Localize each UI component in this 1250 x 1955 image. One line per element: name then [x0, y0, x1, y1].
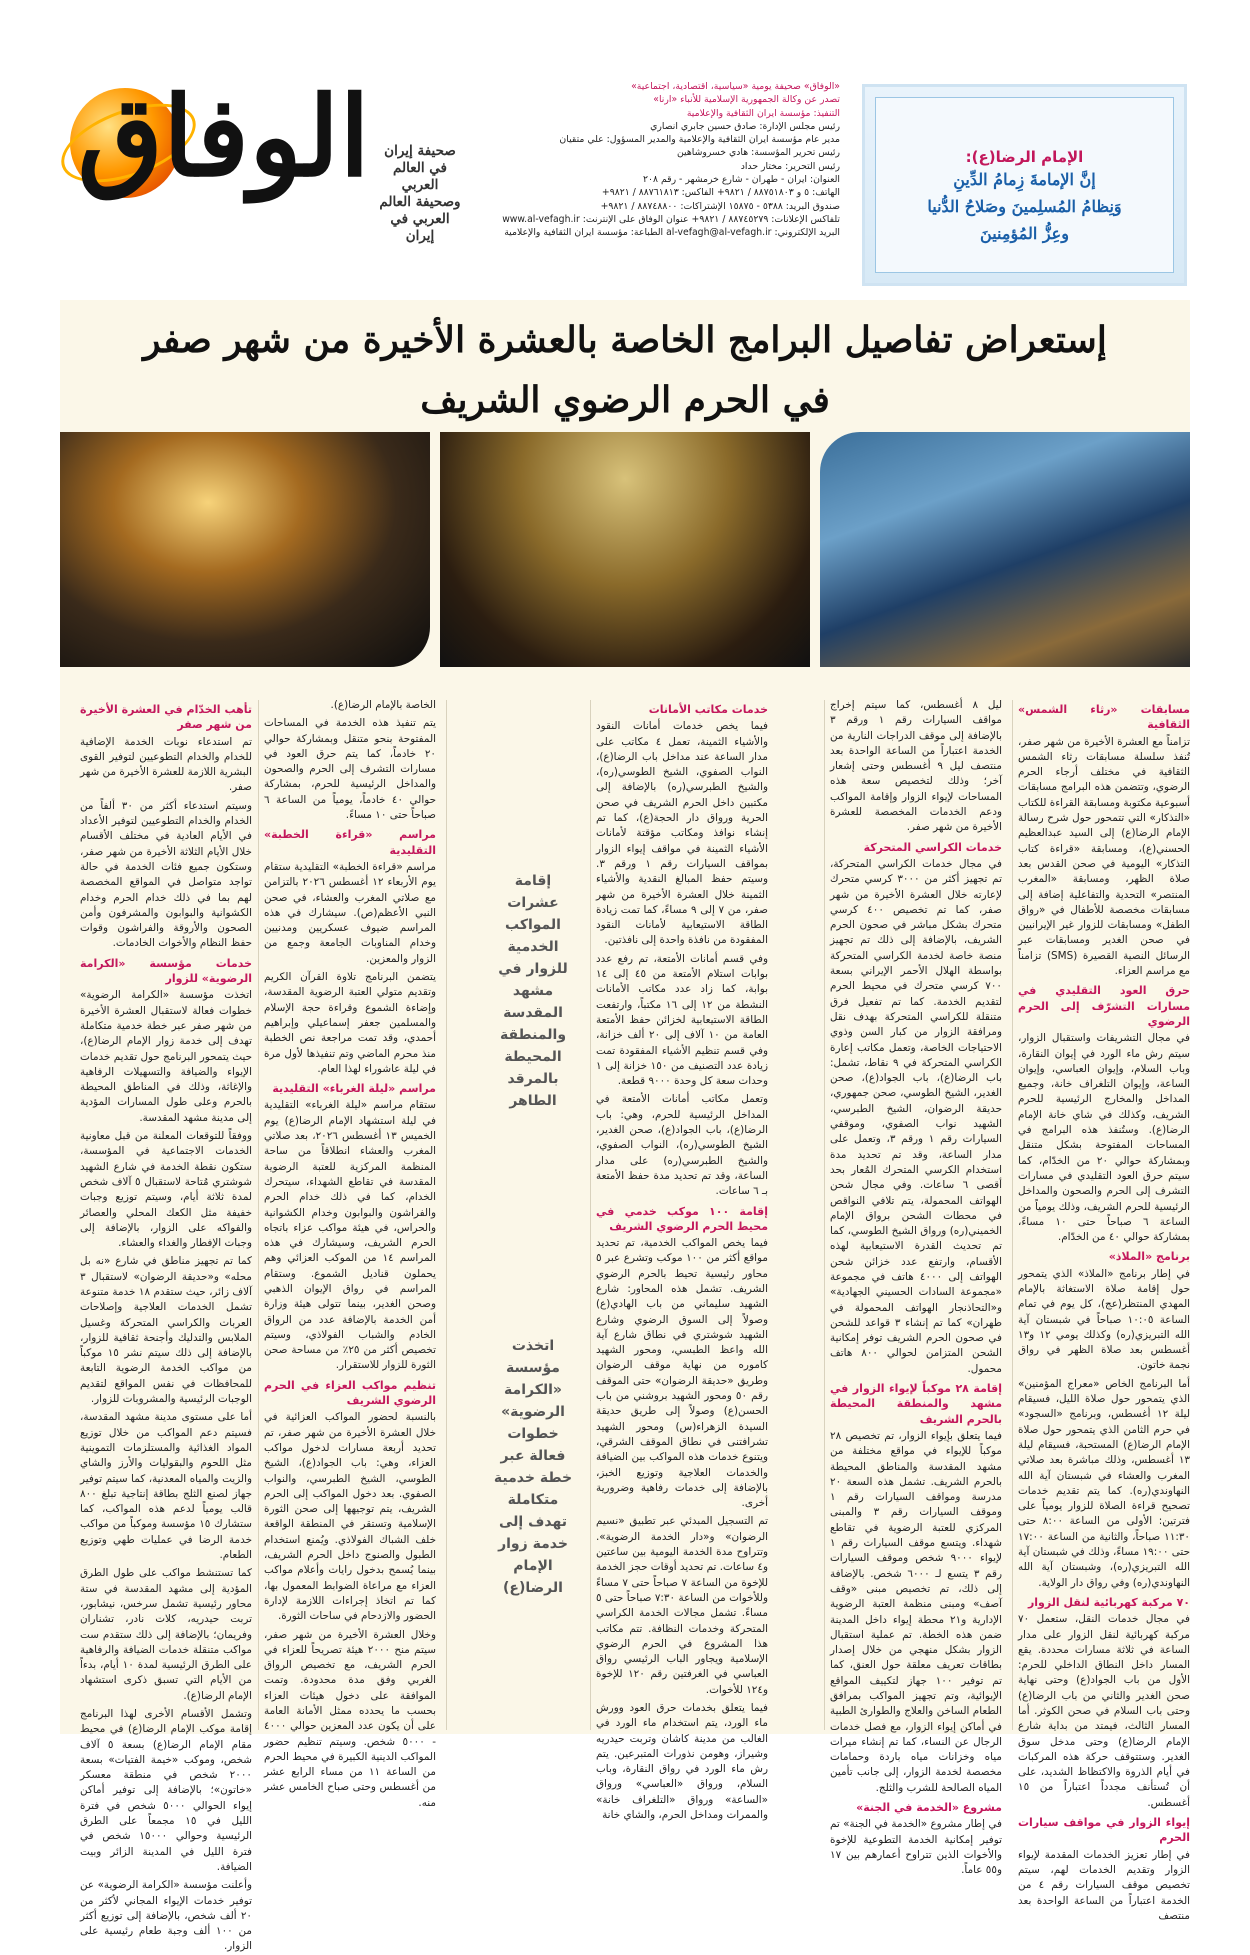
paragraph: وأعلنت مؤسسة «الكرامة الرضوية» عن توفير خدمات الإيواء المجاني لأكثر من ٢٠ ألف شخص، بالإضافة إلى توزيع أكثر من ١٠٠ ألف وجبة طعام رئيسية على الزوار. — [80, 1879, 252, 1953]
paragraph: في مجال التشريفات واستقبال الزوار، سيتم رش ماء الورد في إيوان النقارة، وباب السلام، وإيوان العباسي، وإيوان الساعة، وإيوان التلغراف خانة، وجميع المداخل والمخارج الرئيسية للحرم الشريف، وكذلك في شاي خانة الإمام الرضا(ع). وستُنفذ هذه البرامج في المساحات المفتوحة بشكل متنقل وبمشاركة حوالي ٢٠ من الخدّام، كما سيتم حرق العود التقليدي في مسارات التشرف إلى الحرم والصحون والمداخل الرئيسية للحرم الشريف، وذلك يومياً من الساعة ٦ صباحاً حتى ١٠ مساءً، بمشاركة حوالي ٤٠ من الخدّام. — [1018, 1032, 1191, 1244]
headline — [60, 310, 1190, 430]
paragraph: يتم تنفيذ هذه الخدمة في المساحات المفتوحة بنحو متنقل وبمشاركة حوالي ٢٠ خادماً، كما يتم حرق العود في مسارات التشرف إلى الحرم والصحون والمداخل الرئيسية للحرم، بمشاركة حوالي ٤٠ خادماً، يومياً من الساعة ٦ صباحاً حتى ١٠ مساءً. — [264, 717, 436, 822]
paragraph: أما البرنامج الخاص «معراج المؤمنين» الذي يتمحور حول صلاة الليل، فسيقام ليلة ١٢ أغسطس، وبرنامج «السجود» في حرم الثامن الذي يتمحور حول صلاة الإمام الرضا(ع) المستحبة، فسيقام ليلة ١٣ أغسطس، وذلك مباشرة بعد صلاتي المغرب والعشاء في شبستان آية الله النهاوندي(ره). كما يتم تقديم خدمات تصحيح قراءة الصلاة للزوار يومياً على فترتين: الأولى من الساعة ٨:٠٠ حتى ١١:٣٠ صباحاً، والثانية من الساعة ١٧:٠٠ حتى ١٩:٠٠ مساءً، وذلك في شبستان آية الله التبريزي(ره)، وشبستان آية الله النهاوندي(ره) وفي رواق دار الولاية. — [1018, 1377, 1190, 1589]
info-line: رئيس مجلس الإدارة: صادق حسين جابري انصاري — [650, 120, 840, 132]
info-line: تلفاكس الإعلانات: ٨٨٧٤٥٢٧٩ / ٩٨٢١+ عنوان الوفاق على الإنترنت: www.al-vefagh.ir — [502, 213, 840, 225]
column-rule — [258, 700, 259, 1730]
paragraph: مراسم «قراءة الخطبة» التقليدية ستقام يوم الأربعاء ١٢ أغسطس ٢٠٢٦ بالتزامن مع صلاتي المغرب والعشاء، في صحن النبي الأعظم(ص). سيشارك في هذه المراسم ضيوف عسكريين ومدنيين وخدام المناوبات الجامعة وجمع من الزوار والمعزين. — [264, 860, 436, 965]
subheading: خدمات مؤسسة «الكرامة الرضوية» للزوار — [80, 956, 252, 986]
masthead-slogan — [375, 143, 465, 245]
article-column-2 — [830, 698, 1003, 1877]
logo-text: الوفاق — [77, 72, 370, 201]
paragraph: فيما يخص خدمات أمانات النقود والأشياء الثمينة، تعمل ٤ مكاتب على مدار الساعة عند مداخل باب الرضا(ع)، النواب الصفوي، الشيخ الطوسي(ره)، والشيخ الطبرسي(ره) بالإضافة إلى مكتبين داخل الحرم الشريف في صحن الحرية ورواق دار الحجة(ع)، كما تم إنشاء نوافذ ومكاتب مؤقتة لأمانات الأشياء الثمينة في مواقف إيواء الزوار بمواقف السيارات رقم ١ ورقم ٣. وسيتم حفظ المبالغ النقدية والأشياء الثمينة خلال العشرة الأخيرة من شهر صفر، من ٧ إلى ٩ مساءً، كما تمت زيادة الطاقة الاستيعابية لأمانات النقود المفقودة من نافذة واحدة إلى نافذتين. — [596, 720, 768, 947]
hadith-title: الإمام الرضا(ع): — [965, 148, 1084, 166]
column-rule — [590, 700, 591, 1730]
photo-shrine-night — [60, 432, 430, 667]
slogan-line: في العالم العربي — [393, 160, 447, 193]
masthead-logo — [70, 72, 370, 260]
info-line: رئيس التحرير: مختار حداد — [740, 160, 840, 172]
paragraph: في مجال خدمات النقل، ستعمل ٧٠ مركبة كهربائية لنقل الزوار على مدار الساعة في ثلاثة مسارات محددة. يقع المسار داخل النطاق الداخلي للحرم: الأول من باب الجواد(ع) وحتى نهاية صحن الغدير والثاني من باب الرضا(ع) وحتى باب السلام في صحن الكوثر. أما المسار الثالث، فيمتد من بداية شارع الإمام الرضا(ع) وحتى مدخل سوق الغدير. وستتوقف حركة هذه المركبات في أيام الذروة والاكتظاظ الشديد، على أن تُستأنف مجدداً اعتباراً من ١٥ أغسطس. — [1018, 1613, 1190, 1809]
paragraph: فيما يتعلق بخدمات حرق العود وورش ماء الورد، يتم استخدام ماء الورد في الغالب من مدينة كاشان وتربت حيدريه وشيراز، وهومن نذورات المتبرعين. يتم رش ماء الورد في رواق النقارة، وباب السلام، ورواق «العباسي» ورواق «الساعة» ورواق «التلغراف خانة» والممرات ومداخل الحرم، والشاي خانة — [596, 1702, 768, 1822]
paragraph: في إطار مشروع «الخدمة في الجنة» تم توفير إمكانية الخدمة التطوعية للإخوة والأخوات الذين تتراوح أعمارهم بين ١٧ و٥٥ عاماً. — [830, 1818, 1002, 1877]
subheading: مراسم «قراءة الخطبة» التقليدية — [264, 828, 436, 857]
hadith-line: وَنِظامُ المُسلِمينَ وصَلاحُ الدُّنيا — [927, 197, 1122, 216]
paragraph: ليل ٨ أغسطس، كما سيتم إخراج مواقف السيارات رقم ١ ورقم ٣ بالإضافة إلى موقف الدراجات النارية من الخدمة اعتباراً من الساعة الواحدة بعد منتصف ليل ٩ أغسطس وحتى إشعار آخر؛ وذلك لتخصيص سعة هذه المساحات لإيواء الزوار وإقامة المواكب ودعم الخدمات المخصصة للعشرة الأخيرة من شهر صفر. — [830, 699, 1002, 834]
info-line: مدير عام مؤسسة ايران الثقافية والإعلامية والمدير المسؤول: علي متقيان — [559, 134, 840, 146]
column-rule — [446, 700, 447, 1730]
info-line: «الوفاق» صحيفة يومية «سياسية، اقتصادية، اجتماعية» — [631, 81, 840, 92]
column-rule — [824, 700, 825, 1730]
info-line: الهاتف: ٥ و ٨٨٧٥١٨٠٣ / ٩٨٢١+ الفاكس: ٨٨٧٦١٨١٣ / ٩٨٢١+ — [601, 187, 840, 199]
article-column-3 — [595, 698, 769, 1822]
paragraph: بالنسبة لحضور المواكب العزائية في خلال العشرة الأخيرة من شهر صفر، تم تحديد أربعة مسارات لدخول مواكب العزاء، وهي: باب الجواد(ع)، الشيخ الطوسي، الشيخ الطبرسي، والنواب الصفوي. بعد دخول المواكب إلى الحرم الشريف، يتم توجيهها إلى صحن الثورة الإسلامية وتستقر في المنطقة الواقعة خلف الشباك الفولاذي. ويُمنع استخدام الطبول والصنوج داخل الحرم الشريف، بينما يُسمح بدخول رايات وأعلام مواكب العزاء مع مراعاة الضوابط المعمول بها، كما تم اتخاذ إجراءات اللازمة لإدارة الحضور والازدحام في ساحات الثورة. — [264, 1411, 436, 1623]
info-line: البريد الإلكتروني: al-vefagh@al-vefagh.ir الطباعة: مؤسسة ايران الثقافية والإعلامية — [504, 227, 840, 239]
subheading: خدمات مكاتب الأمانات — [648, 703, 768, 716]
subheading: إقامة ٢٨ موكباً لإيواء الزوار في مشهد والمنطقة المحيطة بالحرم الشريف — [830, 1382, 1002, 1426]
article-column-1 — [1018, 698, 1191, 1922]
hadith-box — [862, 84, 1187, 286]
subheading: ٧٠ مركبة كهربائية لنقل الزوار — [1027, 1595, 1190, 1609]
paragraph: ستقام مراسم «ليلة الغرباء» التقليدية في ليلة استشهاد الإمام الرضا(ع) يوم الخميس ١٣ أغسطس ٢٠٢٦، بعد صلاتي المغرب والعشاء انطلاقاً من ساحة المنظمة المركزية للعتبة الرضوية المقدسة في تقاطع الشهداء، سيتحرك الخدام، كما في ذلك خدام الحرم والفراشون والبوابون وخدام الكشوانية والحراس، في هيئة مواكب عزاء باتجاه الحرم الشريف، وسيشارك في هذه المراسم ١٤ من الموكب العزائي وهم يحملون قناديل الشموع. وستقام المراسم في رواق الإيوان الذهبي وصحن الغدير، بينما تتولى هيئة وزارة أمن الخدمة بالإضافة عدد من الرواق الخادم والشباب الفولاذي، وسيتم تخصيص أكثر من ٢٥٪ من مساحة صحن الثورة للزوار للاستقرار. — [264, 1099, 437, 1372]
info-line: صندوق البريد: ٥٣٨٨ - ١٥٨٧٥ الإشتراكات: ٨٨٧٤٨٨٠٠ / ٩٨٢١+ — [600, 200, 840, 212]
info-line: العنوان: ايران - طهران - شارع خرمشهر - رقم ٢٠٨ — [643, 174, 840, 186]
paragraph: يتضمن البرنامج تلاوة القرآن الكريم وتقديم متولي العتبة الرضوية المقدسة، وإضاءة الشموع وقراءة حجة الإسلام والمسلمين جعفر إسماعيلي وإبراهيم أحمدي، وقد تمت مراجعة نص الخطبة منذ محرم الماضي وتم تنفيذها لأول مرة في ليلة عاشوراء لهذا العام. — [264, 971, 436, 1075]
info-line: تصدر عن وكالة الجمهورية الإسلامية للأنباء «ارنا» — [653, 94, 840, 106]
paragraph: تزامناً مع العشرة الأخيرة من شهر صفر، تُنفذ سلسلة مسابقات رثاء الشمس الثقافية في مختلف أرجاء الحرم الرضوي، وتتضمن هذه البرامج مسابقات أسبوعية مكتوبة ومسابقة القراءة للكتاب «التذكار» التي تتمحور حول شرح رسالة الإمام الرضا(ع) إلى السيد عبدالعظيم الحسني(ع)، ومسابقة «قراءة كتاب التذكار» اليومية في صحن القدس بعد صلاة الظهر، ومسابقة «المغرب المنتصر» التحدية والتفاعلية إضافة إلى مسابقات مخصصة للأطفال في «رواق الطفل» ومسابقات للزوار غير الإيرانيين في صحن الغدير ومسابقات عبر الرسائل النصية القصيرة (SMS) تزامناً مع مراسم العزاء. — [1018, 735, 1190, 978]
info-line: التنفيذ: مؤسسة ايران الثقافية والإعلامية — [686, 107, 840, 119]
subheading: إقامة ١٠٠ موكب خدمي في محيط الحرم الرضوي الشريف — [596, 1204, 768, 1233]
paragraph: وسيتم استدعاء أكثر من ٣٠ ألفاً من الخدام والخدام التطوعيين لتوفير الأعداد في الأيام العادية في مختلف الأقسام خلال الأيام الثلاثة الأخيرة من شهر صفر، وستكون جميع فئات الخدمة في حالة تواجد متواصل في المواقع المخصصة لهم بما في ذلك خدام الحرم وخدام الكشوانية والبوابون والمشرفون وأمن الصحون والأروقة والفراشون وقوات حفظ النظام والأخوات الخادمات. — [80, 799, 252, 950]
article-column-5 — [80, 698, 253, 1953]
paragraph: وتشمل الأقسام الأخرى لهذا البرنامج إقامة موكب الإمام الرضا(ع) في محيط مقام الإمام الرضا(ع) بسعة ٥ آلاف شخص، وموكب «خيمة الفتيات» بسعة ٢٠٠٠ شخص في منطقة معسكر «خاتون»؛ بالإضافة إلى توفير أماكن إيواء الحوالي ٥٠٠٠ شخص في فترة الليل في ١٥ مجمعاً على الطرق الرئيسية وحوالي ١٥٠٠٠ شخص في فترة الليل في المدينة الزائر وبيت الضيافة. — [80, 1708, 253, 1873]
slogan-line: العربي في إيران — [390, 211, 450, 244]
headline-line-2: في الحرم الرضوي الشريف — [420, 379, 830, 421]
paragraph: فيما يتعلق بإيواء الزوار، تم تخصيص ٢٨ موكباً للإيواء في مواقع مختلفة من مشهد المقدسة والمناطق المحيطة بالحرم الشريف. تشمل هذه السعة ٢٠ مدرسة ومواقف السيارات رقم ١ وموقف السيارات رقم ٣ والمبنى المركزي للعتبة الرضوية في تقاطع شهداء. ويتسع موقف السيارات رقم ١ لإيواء ٩٠٠٠ شخص وموقف السيارات رقم ٣ يتسع لـ ٦٠٠٠ شخص. بالإضافة إلى ذلك، تم تخصيص مبنى «وقف آصف» ومبنى منظمة العتبة الرضوية الإدارية و٢١ محطة إيواء داخل المدينة ضمن هذه الخطة. تم عملية استقبال الزوار بشكل منهجي من خلال إصدار بطاقات تعريف معلقة حول العنق، كما تم توفير ١٠٠ جهاز لتكييف المواقع الإيوائية، وتم تجهيز المواكب بمرافق الطعام الساخن والعلاج والطوارئ الطبية في أماكن إيواء الزوار، مع فصل خدمات الرجال عن النساء، كما تم إنشاء ميرات مياه وخزانات مياه باردة وحمامات مخصصة لخدمة الزوار، إلى جانب تأمين المياه الصالحة للشرب والثلج. — [830, 1429, 1003, 1794]
photo-shrine-gate — [820, 432, 1190, 667]
paragraph: فيما يخص المواكب الخدمية، تم تحديد مواقع أكثر من ١٠٠ موكب وتشرع عبر ٥ محاور رئيسية تحيط بالحرم الرضوي الشريف. تشمل هذه المحاور: شارع الشهيد سليماني من باب الهادي(ع) وصولاً إلى السوق الرضوي وشارع الشهيد شوشتري في نطاق شارع آية الله واعظ الطبسي، ومحور الشهيد كاموره من نهاية موقف الرضوان وطريق «حديقة الرضوان» حتى الموقف رقم ٥٠ ومحور الشهيد بروشني من باب الحسن(ع) وصولاً إلى طريق حديقة السيدة الزهراء(س) ومحور الشهيد تشرافتنى في نطاق الموقف الشرقي، ويتنوع خدمات هذه المواكب بين الضيافة والخدمات العلاجية وتوزيع الخبز، بالإضافة إلى خدمات رفاهية وضرورية أخرى. — [596, 1237, 769, 1510]
hadith-line: وعِزُّ المُؤمِنينَ — [980, 224, 1069, 243]
subheading: تأهب الخدّام في العشرة الأخيرة من شهر صفر — [80, 703, 252, 732]
headline-line-1: إستعراض تفاصيل البرامج الخاصة بالعشرة الأخيرة من شهر صفر — [143, 319, 1107, 361]
paragraph: اتخذت مؤسسة «الكرامة الرضوية» خطوات فعالة لاستقبال العشرة الأخيرة من شهر صفر عبر خطة خدمية متكاملة تهدف إلى خدمة زوار الإمام الرضا(ع)، حيث يتمحور البرنامج حول تقديم خدمات الإيواء والضيافة والتسهيلات الرفاهية والإغاثة، وذلك في المناطق المحيطة بالحرم وعلى طول المسارات المؤدية إلى مدينة مشهد المقدسة. — [80, 989, 252, 1124]
column-rule — [1012, 700, 1013, 1730]
subheading: خدمات الكراسي المتحركة — [863, 840, 1002, 854]
paragraph: كما تم تجهيز مناطق في شارع «نه بل محله» و«حديقة الرضوان» لاستقبال ٣ آلاف زائر، حيث ستقدم ١٨ خدمة متنوعة تشمل الخدمات العلاجية وإصلاحات العربات والكراسي المتحركة وغسيل الملابس والتدليك وأجنحة ثقافية للزوار، بالإضافة إلى ذلك سيتم نشر ١٥ موكباً من مواكب الخدمة الرضوية التابعة للمحافظات في نفس المواقع لتقديم الوجبات الرئيسية والمشروبات للزوار. — [80, 1255, 252, 1406]
subheading: برنامج «الملاذ» — [1108, 1250, 1190, 1264]
subheading: تنظيم مواكب العزاء في الحرم الرضوي الشريف — [264, 1378, 436, 1408]
hadith-frame — [875, 97, 1174, 273]
paragraph: في إطار تعزيز الخدمات المقدمة لإيواء الزوار وتقديم الخدمات لهم، سيتم تخصيص موقف السيارات رقم ٤ من الخدمة اعتباراً من الساعة الواحدة بعد منتصف — [1018, 1848, 1190, 1922]
paragraph: الخاصة بالإمام الرضا(ع). — [330, 699, 436, 711]
paragraph: في إطار برنامج «الملاذ» الذي يتمحور حول إقامة صلاة الاستغاثة بالإمام المهدي المنتظر(عج)، كل يوم في تمام الساعة ١٠:٠٥ صباحاً في شبستان آية الله التبريزي(ره) وكذلك يومي ١٢ و١٣ أغسطس بعد صلاة الظهر في رواق نجمة خاتون. — [1018, 1267, 1190, 1372]
paragraph: تم استدعاء نوبات الخدمة الإضافية للخدام والخدام التطوعيين لتوفير القوى البشرية اللازمة للعشرة الأخيرة من شهر صفر. — [80, 735, 252, 794]
photo-shrine-tomb — [440, 432, 810, 667]
subheading: حرق العود التقليدي في مسارات التشرّف إلى الحرم الرضوي — [1018, 984, 1190, 1028]
paragraph: تم التسجيل المبدئي عبر تطبيق «نسيم الرضوان» و«دار الخدمة الرضوية». وتتراوح مدة الخدمة اليومية بين ساعتين و٤ ساعات. تم تحديد أوقات حجز الخدمة للإخوة من الساعة ٧ صباحاً حتى ٧ مساءً وللأخوات من الساعة ٧:٣٠ صباحاً حتى ٥ مساءً. تشمل مجالات الخدمة الكراسي المتحركة وخدمات النظافة. تتم مكاتب هذا المشروع في الحرم الرضوي الإسلامية ويجاور الباب الرئيسي رواق العباسي في الغرفتين رقم ١٢٠ للإخوة و١٢٤ للأخوات. — [595, 1515, 769, 1696]
paragraph: أما على مستوى مدينة مشهد المقدسة، فسيتم دعم المواكب من خلال توزيع المواد الغذائية والمستلزمات التموينية مثل اللحوم والبقوليات والأرز والشاي والزيت والمياه المعدنية، كما سيتم توفير جهاز لصنع الثلج بطاقة إنتاجية تبلغ ٨٠٠ قالب يومياً لدعم هذه المواكب، كما ستشارك ١٥ مؤسسة وموكباً من مواكب خدمة الرضا في عمليات طهي وتوزيع الطعام. — [80, 1411, 252, 1562]
slogan-line: صحيفة إيران — [384, 143, 456, 159]
info-line: رئيس تحرير المؤسسة: هادي خسروشاهين — [676, 147, 840, 159]
pull-quote: اتخذت مؤسسة «الكرامة الرضوية» خطوات فعالة عبر خطة خدمية متكاملة تهدف إلى خدمة زوار الإمام الرضا(ع) — [493, 1338, 573, 1596]
paragraph: وتعمل مكاتب أمانات الأمتعة في المداخل الرئيسية للحرم، وهي: باب الرضا(ع)، باب الجواد(ع)، صحن الغدير، الشيخ الطوسي(ره)، النواب الصفوي، والشيخ الطبرسي(ره) على مدار الساعة، وقد تم تحديد مدة حفظ الأمتعة بـ ٦ ساعات. — [596, 1093, 768, 1198]
paragraph: ووفقاً للتوقعات المعلنة من قبل معاونية الخدمات الاجتماعية في المؤسسة، ستكون نقطة الخدمة في شارع الشهيد شوشتري مُتاحة لاستقبال ٥ آلاف شخص لمدة ثلاثة أيام، وسيتم توزيع وجبات خفيفة مثل الكعك المحلي والعصائر والفواكه على الزوار، بالإضافة إلى وجبات الإفطار والغداء والعشاء. — [80, 1130, 252, 1250]
hadith-line: إنَّ الإمامةَ زِمامُ الدِّينِ — [953, 170, 1096, 189]
paragraph: كما تستنشط مواكب على طول الطرق المؤدية إلى مشهد المقدسة في ستة محاور رئيسية تشمل سرخس، نيشابور، تربت حيدريه، كلات نادر، تشناران وفريمان؛ بالإضافة إلى ذلك ستقدم ست مواكب متنقلة خدمات الضيافة والرفاهية على الطرق الرئيسية لمدة ١٠ أيام، بدءاً من الأيام التي تسبق ذكرى استشهاد الإمام الرضا(ع). — [80, 1567, 252, 1702]
subheading: مسابقات «رثاء الشمس» الثقافية — [1018, 703, 1190, 732]
paragraph: في مجال خدمات الكراسي المتحركة، تم تجهيز أكثر من ٣٠٠٠ كرسي متحرك لإعارته خلال العشرة الأخيرة من شهر صفر، كما تم تخصيص ٤٠٠ كرسي متحرك بشكل مباشر في صحون الحرم الشريف، بالإضافة إلى ذلك تم تجهيز منصة خاصة لخدمة الكراسي المتحركة بواسطة الهلال الأحمر الإيراني بسعة ٧٠٠ كرسي متحرك في محيط الحرم لتقديم الخدمة. كما تم تفعيل فرق متنقلة للكراسي المتحركة بهدف نقل ومرافقة الزوار من كبار السن وذوي الاحتياجات الخاصة، وتعمل مكاتب إعارة الكراسي المتحركة في ٩ نقاط، تشمل: باب الرضا(ع)، باب الجواد(ع)، صحن الغدير، الشيخ الطوسي، صحن جمهوري، حديقة الرضوان، الشيخ الطبرسي، الشهيد نواب الصفوي، وموقفي السيارات رقم ١ ورقم ٣، وتعمل على مدار الساعة، وقد تم تحديد مدة استخدام الكرسي المتحرك المُعار بحد أقصى ٦ ساعات. وفي مجال شحن الهواتف المحمولة، يتم تلافي النواقص في محطات الشحن برواق الإمام الخميني(ره) ورواق الشيخ الطوسي، كما تم تحديث القدرة الاستيعابية لهذه الأقسام، وارتفع عدد خزائن شحن الهواتف إلى ٤٠٠٠ هاتف في مجموعة «مجموعة السادات الحسيني الجهادية» و«التحاذنجار الهواتف المحمولة في طهران» كما تم إنشاء ٣ قواعد للشحن في صحون الحرم الشريف توفر إمكانية الشحن المتزامن لحوالي ٨٠٠ هاتف محمول. — [830, 857, 1003, 1375]
paragraph: وخلال العشرة الأخيرة من شهر صفر، سيتم منح ٢٠٠٠ هيئة تصريحاً للعزاء في الحرم الشريف، مع تخصيص الرواق الغربي وفق مدة محدودة. وتمت الموافقة على دخول هيئات العزاء بحسب ما يحدده ممثل الأمانة العامة على أن يكون عدد المعزين حوالي ٤٠٠٠ - ٥٠٠٠ شخص. وسيتم تنظيم حضور المواكب الدينية الكبيرة في محيط الحرم من الساعة ١١ من مساء الرابع عشر من أغسطس وحتى صباح الخامس عشر منه. — [264, 1628, 437, 1809]
paragraph: وفي قسم أمانات الأمتعة، تم رفع عدد بوابات استلام الأمتعة من ٤٥ إلى ١٤ بوابة، كما زاد عدد مكاتب الأمانات النشطة من ١٢ إلى ١٦ مكتباً، وارتفعت الطاقة الاستيعابية لخزائن حفظ الأمتعة العامة من ١٠ آلاف إلى ٢٠ ألف خزانة، وفي قسم تنظيم الأشياء المفقودة تمت زيادة عدد التصنيف من ١٥٠ خزانة إلى ١ وحدات سعة كل وحدة ٩٠٠٠ قطعة. — [596, 952, 768, 1088]
subheading: إيواء الزوار في مواقف سيارات الحرم — [1018, 1816, 1190, 1845]
subheading: مشروع «الخدمة في الجنة» — [856, 1801, 1002, 1815]
subheading: مراسم «ليلة الغرباء» التقليدية — [272, 1082, 436, 1096]
article-column-4 — [264, 698, 437, 1809]
slogan-line: وصحيفة العالم — [379, 194, 461, 210]
pull-quote: إقامة عشرات المواكب الخدمية للزوار في مشهد المقدسة والمنطقة المحيطة بالمرقد الطاهر — [498, 873, 568, 1109]
publication-info — [502, 80, 840, 270]
